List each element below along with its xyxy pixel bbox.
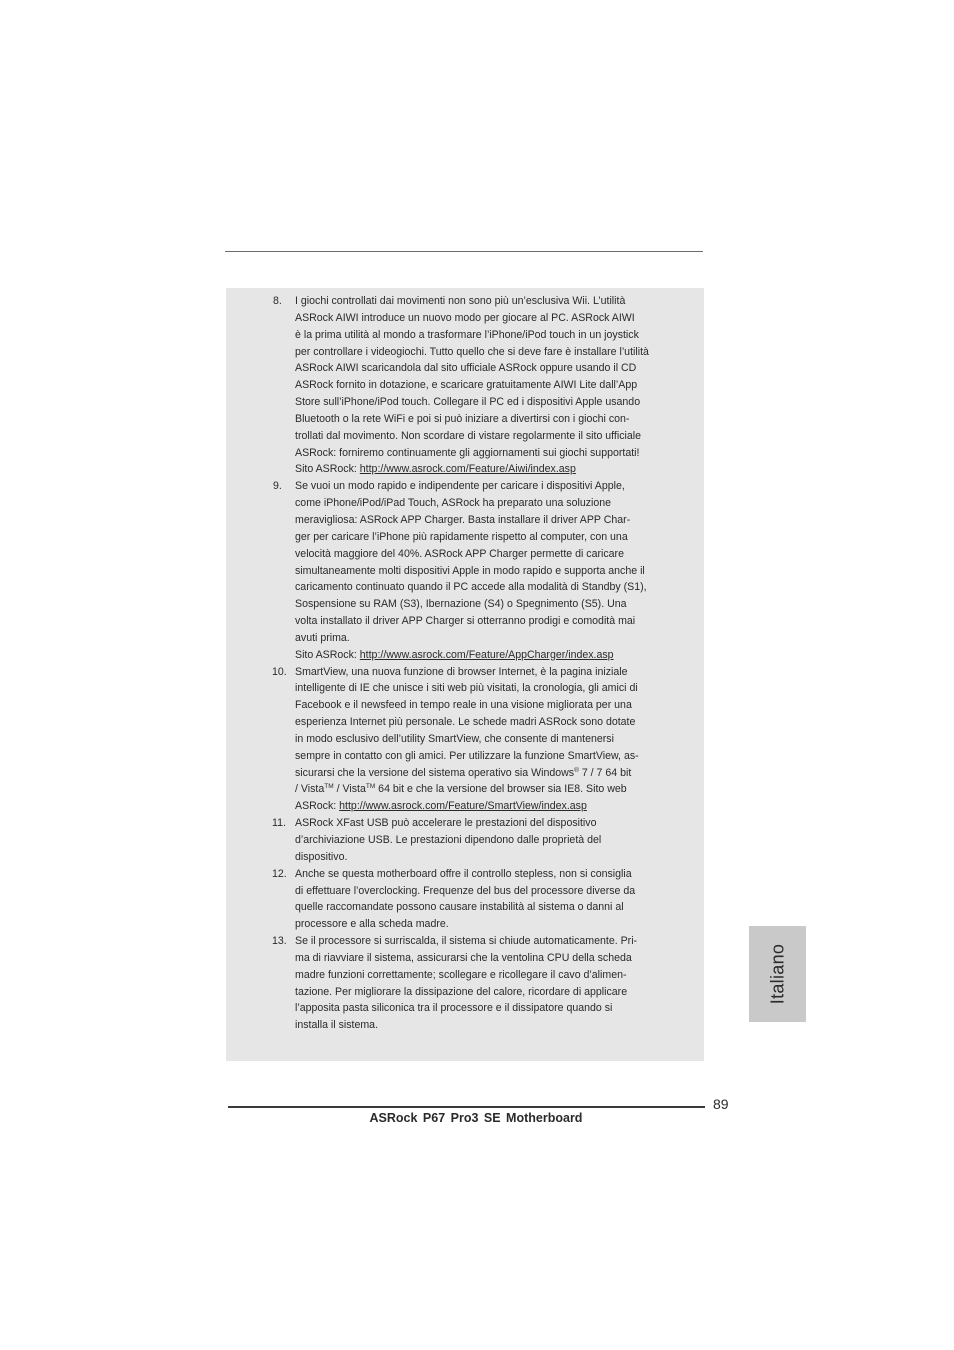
text-line: Facebook e il newsfeed in tempo reale in una visione migliorata per una xyxy=(295,699,632,712)
line-text: sicurarsi che la versione del sistema operativo sia Windows xyxy=(295,766,575,779)
line-text: 7 / 7 64 bit xyxy=(578,766,632,779)
site-line xyxy=(295,461,700,478)
item-number: 8. xyxy=(273,295,282,307)
language-tab xyxy=(749,926,806,1022)
smartview-link[interactable]: http://www.asrock.com/Feature/SmartView/index.asp xyxy=(339,800,587,813)
text-line: velocità maggiore del 40%. ASRock APP Charger permette di caricare xyxy=(295,547,624,560)
text-line: di effettuare l’overclocking. Frequenze del bus del processore diverse da xyxy=(295,884,636,897)
text-line: I giochi controllati dai movimenti non sono più un’esclusiva Wii. L’utilità xyxy=(295,295,626,307)
line-text: / Vista xyxy=(295,783,325,796)
list-item xyxy=(226,866,704,933)
text-line: ASRock fornito in dotazione, e scaricare gratuitamente AIWI Lite dall’App xyxy=(295,379,638,392)
text-line: è la prima utilità al mondo a trasformare l’iPhone/iPod touch in un joystick xyxy=(295,328,639,341)
text-line: quelle raccomandate possono causare instabilità al sistema o danni al xyxy=(295,901,624,914)
site-prefix: Sito ASRock: xyxy=(295,648,360,661)
list-item xyxy=(226,815,704,866)
text-line: Anche se questa motherboard offre il controllo stepless, non si consiglia xyxy=(295,867,632,880)
text-line: Bluetooth o la rete WiFi e poi si può iniziare a divertirsi con i giochi con- xyxy=(295,412,630,425)
item-text xyxy=(295,815,700,866)
line-text: 64 bit e che la versione del browser sia IE8. Sito web xyxy=(375,783,627,796)
item-number: 13. xyxy=(272,935,287,948)
item-number: 11. xyxy=(272,817,286,830)
text-line: avuti prima. xyxy=(295,631,350,644)
footer-title: ASRock P67 Pro3 SE Motherboard xyxy=(369,1111,583,1125)
text-line: madre funzioni correttamente; scollegare e ricollegare il cavo d’alimen- xyxy=(295,968,627,981)
text-line: intelligente di IE che unisce i siti web più visitati, la cronologia, gli amici di xyxy=(295,682,638,695)
text-line: l’apposita pasta siliconica tra il processore e il dissipatore quando si xyxy=(295,1002,613,1015)
notes-list xyxy=(226,293,704,1034)
text-line: simultaneamente molti dispositivi Apple in modo rapido e supporta anche il xyxy=(295,564,645,577)
text-line: SmartView, una nuova funzione di browser Internet, è la pagina iniziale xyxy=(295,665,628,678)
text-line: Store sull’iPhone/iPod touch. Collegare il PC ed i dispositivi Apple usando xyxy=(295,396,641,409)
text-line: meravigliosa: ASRock APP Charger. Basta installare il driver APP Char- xyxy=(295,513,631,526)
item-text xyxy=(295,293,700,478)
text-line xyxy=(295,765,700,782)
registered-mark: ® xyxy=(574,766,579,774)
trademark-mark: TM xyxy=(324,783,334,791)
item-text xyxy=(295,664,700,816)
site-prefix: ASRock: xyxy=(295,800,340,813)
notes-panel xyxy=(226,288,704,1061)
text-line: ma di riavviare il sistema, assicurarsi che la ventolina CPU della scheda xyxy=(295,951,632,964)
text-line: Se il processore si surriscalda, il sistema si chiude automaticamente. Pri- xyxy=(295,935,638,948)
text-line: sempre in contatto con gli amici. Per utilizzare la funzione SmartView, as- xyxy=(295,749,639,762)
item-text xyxy=(295,866,700,933)
text-line: ASRock AIWI scaricandola dal sito ufficiale ASRock oppure usando il CD xyxy=(295,362,637,375)
item-number: 10. xyxy=(272,665,287,678)
text-line: esperienza Internet più personale. Le schede madri ASRock sono dotate xyxy=(295,716,636,729)
site-prefix: Sito ASRock: xyxy=(295,463,360,476)
text-line: caricamento continuato quando il PC accede alla modalità di Standby (S1), xyxy=(295,581,647,594)
text-line: in modo esclusivo dell’utility SmartView, che consente di mantenersi xyxy=(295,732,614,745)
text-line: d’archiviazione USB. Le prestazioni dipendono dalle proprietà del xyxy=(295,834,602,846)
footer-divider xyxy=(228,1106,705,1108)
page-number: 89 xyxy=(713,1096,729,1112)
text-line: trollati dal movimento. Non scordare di vistare regolarmente il sito ufficiale xyxy=(295,429,642,442)
text-line: dispositivo. xyxy=(295,850,348,863)
text-line: come iPhone/iPod/iPad Touch, ASRock ha preparato una soluzione xyxy=(295,497,612,510)
list-item xyxy=(226,293,704,478)
text-line: ASRock: forniremo continuamente gli aggiornamenti sui giochi supportati! xyxy=(295,446,640,459)
text-line: ASRock AIWI introduce un nuovo modo per giocare al PC. ASRock AIWI xyxy=(295,311,635,324)
text-line: per controllare i videogiochi. Tutto quello che si deve fare è installare l’utilità xyxy=(295,345,649,358)
text-line: Sospensione su RAM (S3), Ibernazione (S4) o Spegnimento (S5). Una xyxy=(295,598,627,611)
text-line xyxy=(295,781,700,798)
top-divider xyxy=(225,251,703,252)
item-number: 12. xyxy=(272,867,287,880)
item-text xyxy=(295,933,700,1034)
text-line: tazione. Per migliorare la dissipazione del calore, ricordare di applicare xyxy=(295,985,628,998)
language-label: Italiano xyxy=(767,943,787,1005)
text-line: ASRock XFast USB può accelerare le prestazioni del dispositivo xyxy=(295,817,597,830)
trademark-mark: TM xyxy=(365,783,376,791)
aiwi-link[interactable]: http://www.asrock.com/Feature/Aiwi/index.asp xyxy=(359,463,576,476)
list-item xyxy=(226,664,704,816)
text-line: Se vuoi un modo rapido e indipendente per caricare i dispositivi Apple, xyxy=(295,480,625,493)
site-line xyxy=(295,798,700,815)
item-text xyxy=(295,478,700,663)
line-text: / Vista xyxy=(333,783,366,796)
list-item xyxy=(226,933,704,1034)
text-line: processore e alla scheda madre. xyxy=(295,918,449,931)
text-line: installa il sistema. xyxy=(295,1019,379,1032)
text-line: ger per caricare l’iPhone più rapidamente rispetto al computer, con una xyxy=(295,530,628,543)
site-line xyxy=(295,647,700,664)
app-charger-link[interactable]: http://www.asrock.com/Feature/AppCharger/index.asp xyxy=(359,648,614,661)
list-item xyxy=(226,478,704,663)
item-number: 9. xyxy=(273,480,282,493)
text-line: volta installato il driver APP Charger si otterranno prodigi e comodità mai xyxy=(295,615,636,628)
